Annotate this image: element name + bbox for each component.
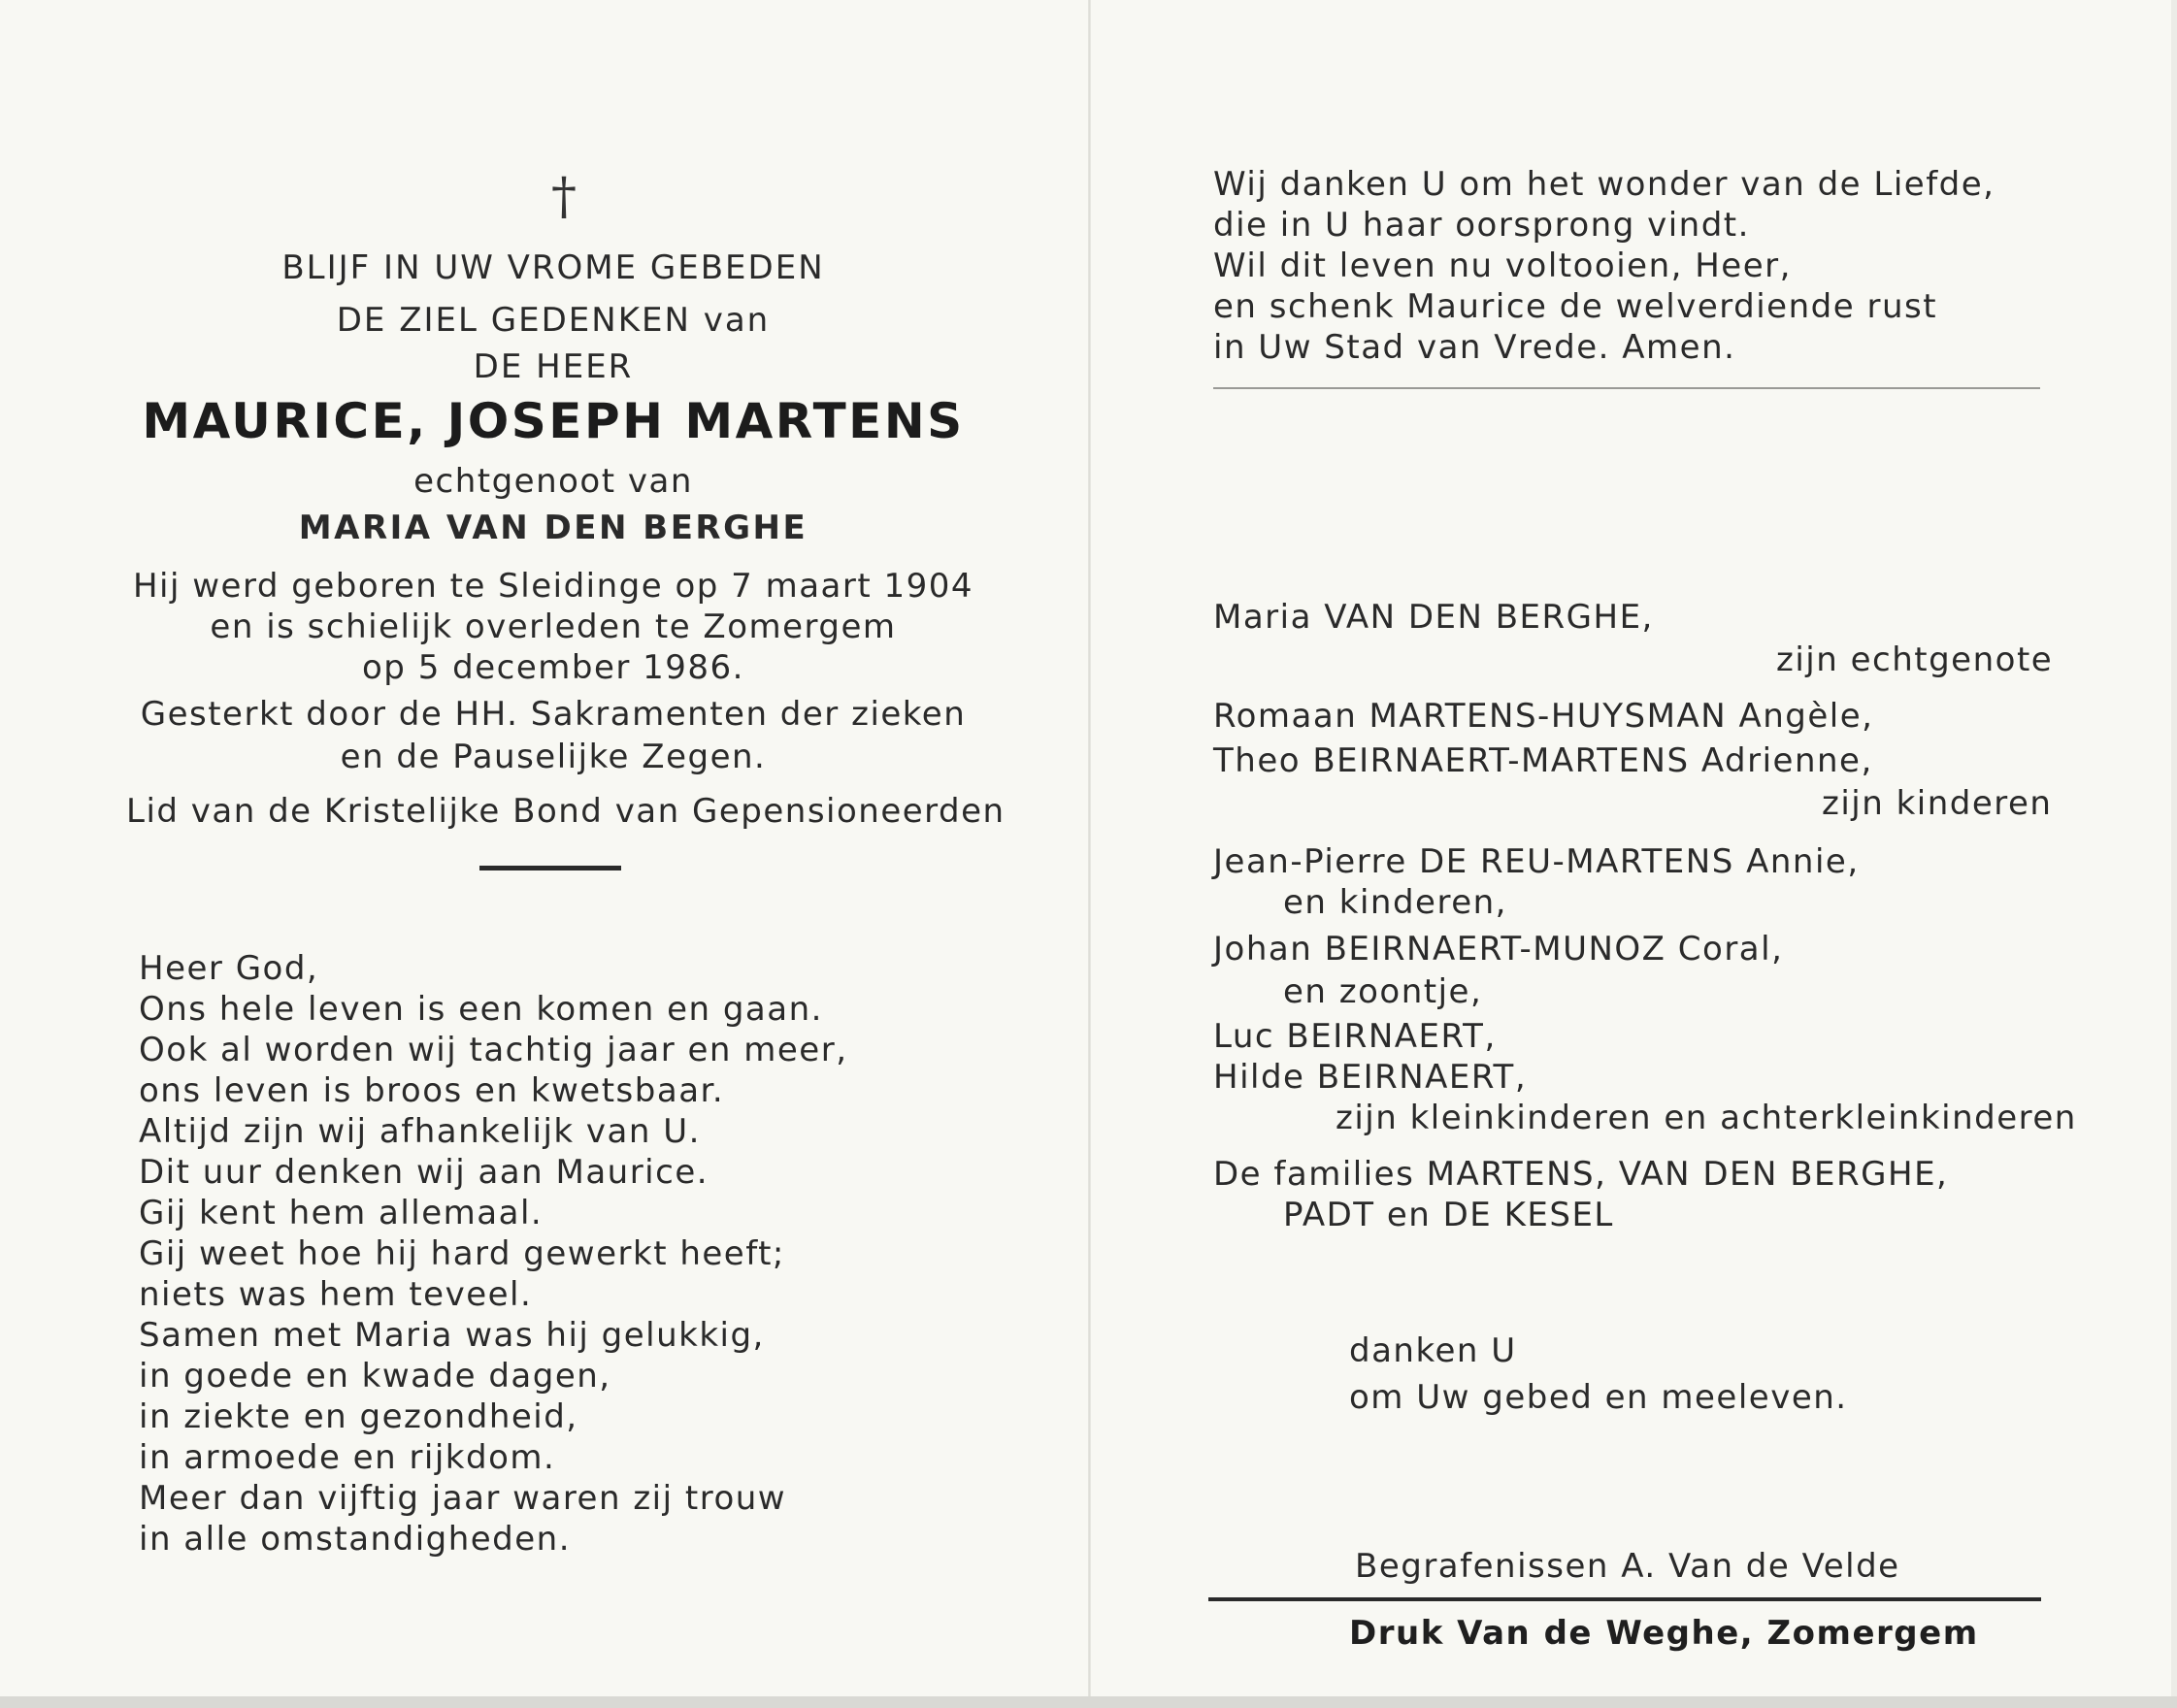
family-child-1: Romaan MARTENS-HUYSMAN Angèle, xyxy=(1213,697,1874,736)
family-children-role: zijn kinderen xyxy=(1822,784,2053,823)
spouse-label: echtgenoot van xyxy=(413,462,693,501)
family-spouse-role: zijn echtgenote xyxy=(1776,640,2054,679)
sacraments-line-2: en de Pauselijke Zegen. xyxy=(340,738,767,776)
footer-divider xyxy=(1208,1597,2041,1601)
family-grand-role: zijn kleinkinderen en achterkleinkinderen xyxy=(1336,1099,2077,1137)
closing-prayer-line: Wij danken U om het wonder van de Liefde, xyxy=(1213,165,1996,204)
cross-icon: † xyxy=(551,168,577,226)
prayer-line: in goede en kwade dagen, xyxy=(139,1357,611,1396)
spouse-name: MARIA VAN DEN BERGHE xyxy=(298,509,808,547)
prayer-line: Gij kent hem allemaal. xyxy=(139,1194,544,1232)
prayer-line: Samen met Maria was hij gelukkig, xyxy=(139,1316,765,1355)
prayer-line: Dit uur denken wij aan Maurice. xyxy=(139,1153,709,1192)
closing-prayer-line: en schenk Maurice de welverdiende rust xyxy=(1213,287,1938,326)
family-grandchild-2: Johan BEIRNAERT-MUNOZ Coral, xyxy=(1213,930,1784,969)
undertaker: Begrafenissen A. Van de Velde xyxy=(1355,1547,1900,1586)
prayer-line: Ons hele leven is een komen en gaan. xyxy=(139,990,823,1029)
card-edge xyxy=(2171,0,2177,1700)
prayer-line: ons leven is broos en kwetsbaar. xyxy=(139,1071,725,1110)
sacraments-line-1: Gesterkt door de HH. Sakramenten der zieken xyxy=(140,695,967,734)
prayer-line: Meer dan vijftig jaar waren zij trouw xyxy=(139,1479,787,1518)
printer: Druk Van de Weghe, Zomergem xyxy=(1349,1614,1979,1653)
family-grandchild-4: Hilde BEIRNAERT, xyxy=(1213,1058,1528,1097)
card-bottom-edge xyxy=(0,1696,2177,1708)
family-grandchild-3: Luc BEIRNAERT, xyxy=(1213,1017,1497,1056)
family-grandchild-1-sub: en kinderen, xyxy=(1283,883,1507,922)
deceased-name: MAURICE, JOSEPH MARTENS xyxy=(142,393,965,449)
prayer-line: niets was hem teveel. xyxy=(139,1275,533,1314)
family-grandchild-1: Jean-Pierre DE REU-MARTENS Annie, xyxy=(1213,842,1860,881)
intro-line-2: DE ZIEL GEDENKEN van xyxy=(336,301,771,340)
membership-line: Lid van de Kristelijke Bond van Gepensioneerden xyxy=(126,792,1006,831)
prayer-line: in ziekte en gezondheid, xyxy=(139,1397,578,1436)
prayer-line: Heer God, xyxy=(139,949,319,988)
family-grandchild-2-sub: en zoontje, xyxy=(1283,972,1483,1011)
prayer-line: in alle omstandigheden. xyxy=(139,1520,572,1559)
bio-line-2: en is schielijk overleden te Zomergem xyxy=(210,608,897,646)
prayer-line: Gij weet hoe hij hard gewerkt heeft; xyxy=(139,1234,785,1273)
closing-prayer-line: Wil dit leven nu voltooien, Heer, xyxy=(1213,246,1792,285)
closing-prayer-line: in Uw Stad van Vrede. Amen. xyxy=(1213,328,1736,367)
prayer-line: Altijd zijn wij afhankelijk van U. xyxy=(139,1112,701,1151)
intro-line-1: BLIJF IN UW VROME GEBEDEN xyxy=(281,248,825,287)
families-line-2: PADT en DE KESEL xyxy=(1283,1196,1614,1234)
prayer-line: in armoede en rijkdom. xyxy=(139,1438,556,1477)
closing-prayer-line: die in U haar oorsprong vindt. xyxy=(1213,206,1750,245)
section-divider xyxy=(479,866,621,870)
thanks-line-2: om Uw gebed en meeleven. xyxy=(1349,1378,1848,1417)
card-fold xyxy=(1088,0,1091,1700)
family-child-2: Theo BEIRNAERT-MARTENS Adrienne, xyxy=(1213,741,1873,780)
right-top-divider xyxy=(1213,387,2040,389)
family-spouse: Maria VAN DEN BERGHE, xyxy=(1213,598,1654,637)
prayer-line: Ook al worden wij tachtig jaar en meer, xyxy=(139,1031,848,1069)
bio-line-1: Hij werd geboren te Sleidinge op 7 maart 1904 xyxy=(132,567,974,606)
thanks-line-1: danken U xyxy=(1349,1331,1517,1370)
intro-line-3: DE HEER xyxy=(473,347,634,386)
families-line-1: De families MARTENS, VAN DEN BERGHE, xyxy=(1213,1155,1949,1194)
bio-line-3: op 5 december 1986. xyxy=(362,648,744,687)
